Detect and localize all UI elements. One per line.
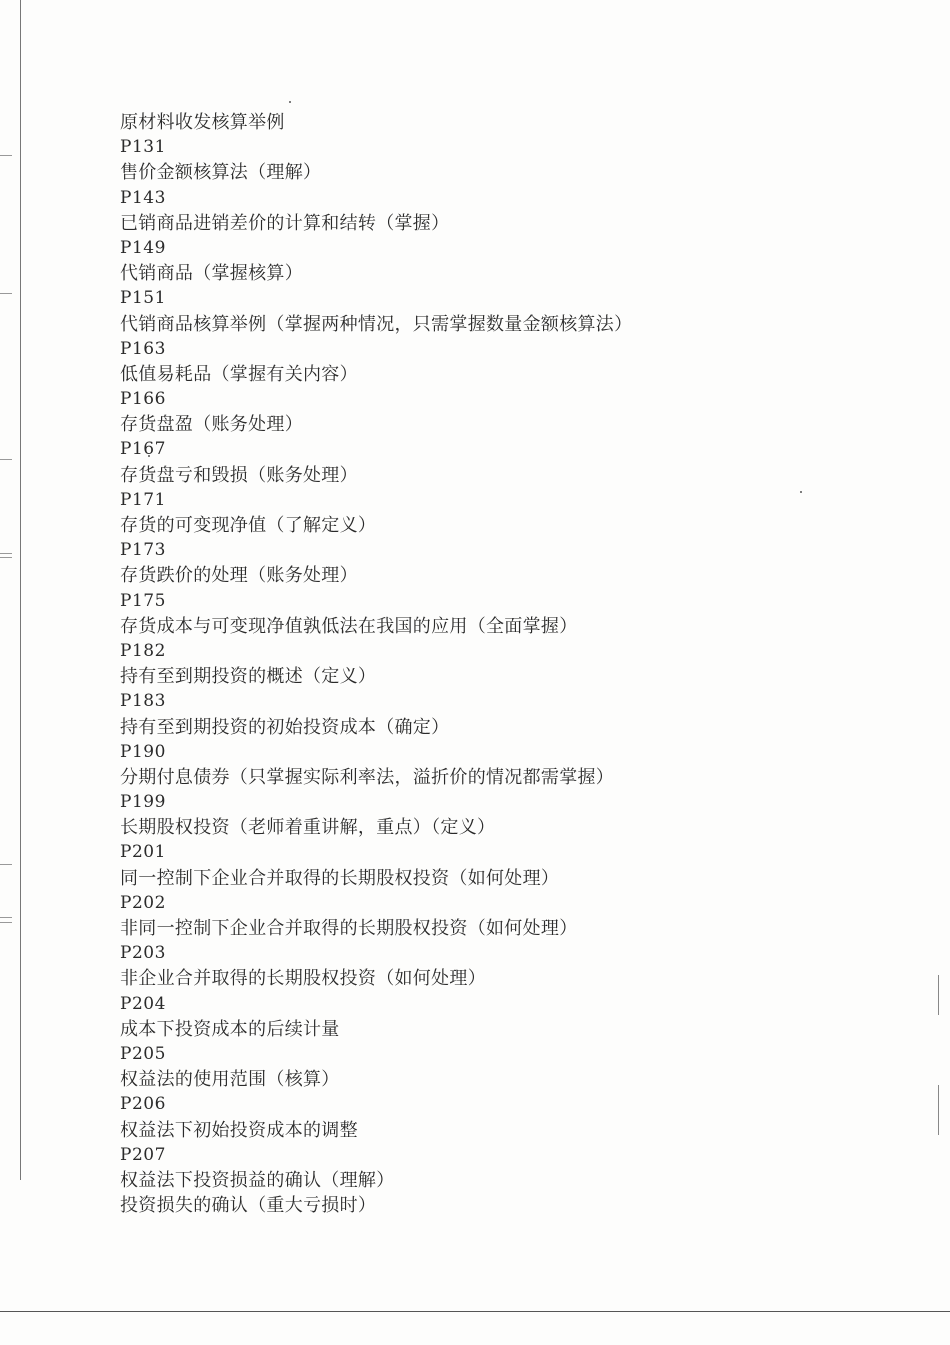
topic-line: 非同一控制下企业合并取得的长期股权投资（如何处理） [120, 918, 578, 939]
topic-line: 权益法的使用范围（核算） [120, 1069, 340, 1091]
page-ref-line: P199 [120, 792, 166, 813]
page-ref-line: P201 [120, 842, 166, 863]
topic-line: 分期付息债券（只掌握实际利率法，溢折价的情况都需掌握） [120, 766, 615, 788]
topic-line: 同一控制下企业合并取得的长期股权投资（如何处理） [120, 867, 560, 889]
scan-left-tick [0, 459, 12, 460]
topic-line: 存货盘亏和毁损（账务处理） [120, 464, 358, 486]
page-ref-line: P205 [120, 1043, 166, 1064]
page-ref-line: P202 [120, 892, 166, 913]
page-ref-line: P143 [120, 187, 166, 208]
topic-line: 代销商品（掌握核算） [120, 263, 303, 285]
scan-left-tick [0, 864, 12, 865]
page-ref-line: P131 [120, 137, 166, 158]
notes-list [120, 110, 880, 1218]
page-ref-line: P207 [120, 1144, 166, 1165]
topic-line: 原材料收发核算举例 [120, 112, 285, 133]
page-ref-line: P183 [120, 691, 166, 712]
topic-line: 投资损失的确认（重大亏损时） [120, 1195, 377, 1217]
page-ref-line: P182 [120, 640, 166, 661]
topic-line: 售价金额核算法（理解） [120, 162, 322, 184]
page-ref-line: P171 [120, 489, 166, 510]
page-ref-line: P204 [120, 993, 166, 1014]
topic-line: 长期股权投资（老师着重讲解，重点）（定义） [120, 817, 496, 839]
topic-line: 存货的可变现净值（了解定义） [120, 515, 377, 536]
page-ref-line: P166 [120, 389, 166, 410]
topic-line: 权益法下初始投资成本的调整 [120, 1119, 358, 1141]
scan-left-tick [0, 557, 12, 558]
page-ref-line: P173 [120, 540, 166, 561]
page-ref-line: P206 [120, 1094, 166, 1115]
page-ref-line: P149 [120, 237, 166, 258]
page-ref-line: P151 [120, 288, 166, 309]
topic-line: 非企业合并取得的长期股权投资（如何处理） [120, 968, 486, 990]
scan-speck [289, 101, 291, 103]
topic-line: 存货盘盈（账务处理） [120, 414, 303, 436]
scan-left-tick [0, 917, 12, 918]
topic-line: 代销商品核算举例（掌握两种情况，只需掌握数量金额核算法） [120, 313, 633, 335]
scan-left-tick [0, 293, 12, 294]
topic-line: 已销商品进销差价的计算和结转（掌握） [120, 212, 450, 234]
page-ref-line: P175 [120, 590, 166, 611]
topic-line: 权益法下投资损益的确认（理解） [120, 1169, 395, 1191]
topic-line: 存货跌价的处理（账务处理） [120, 565, 358, 587]
scan-left-edge [20, 0, 21, 1180]
page-ref-line: P190 [120, 741, 166, 762]
topic-line: 持有至到期投资的初始投资成本（确定） [120, 716, 450, 738]
scan-right-mark [938, 975, 939, 1015]
topic-line: 持有至到期投资的概述（定义） [120, 666, 377, 688]
scan-right-mark [938, 1085, 939, 1135]
scan-bottom-rule [0, 1311, 950, 1312]
page-ref-line: P203 [120, 943, 166, 964]
scan-left-tick [0, 922, 12, 923]
scan-left-tick [0, 553, 12, 554]
page-ref-line: P167 [120, 439, 166, 460]
topic-line: 低值易耗品（掌握有关内容） [120, 363, 358, 385]
scan-left-tick [0, 155, 12, 156]
topic-line: 存货成本与可变现净值孰低法在我国的应用（全面掌握） [120, 615, 578, 637]
page-ref-line: P163 [120, 338, 166, 359]
topic-line: 成本下投资成本的后续计量 [120, 1018, 340, 1040]
